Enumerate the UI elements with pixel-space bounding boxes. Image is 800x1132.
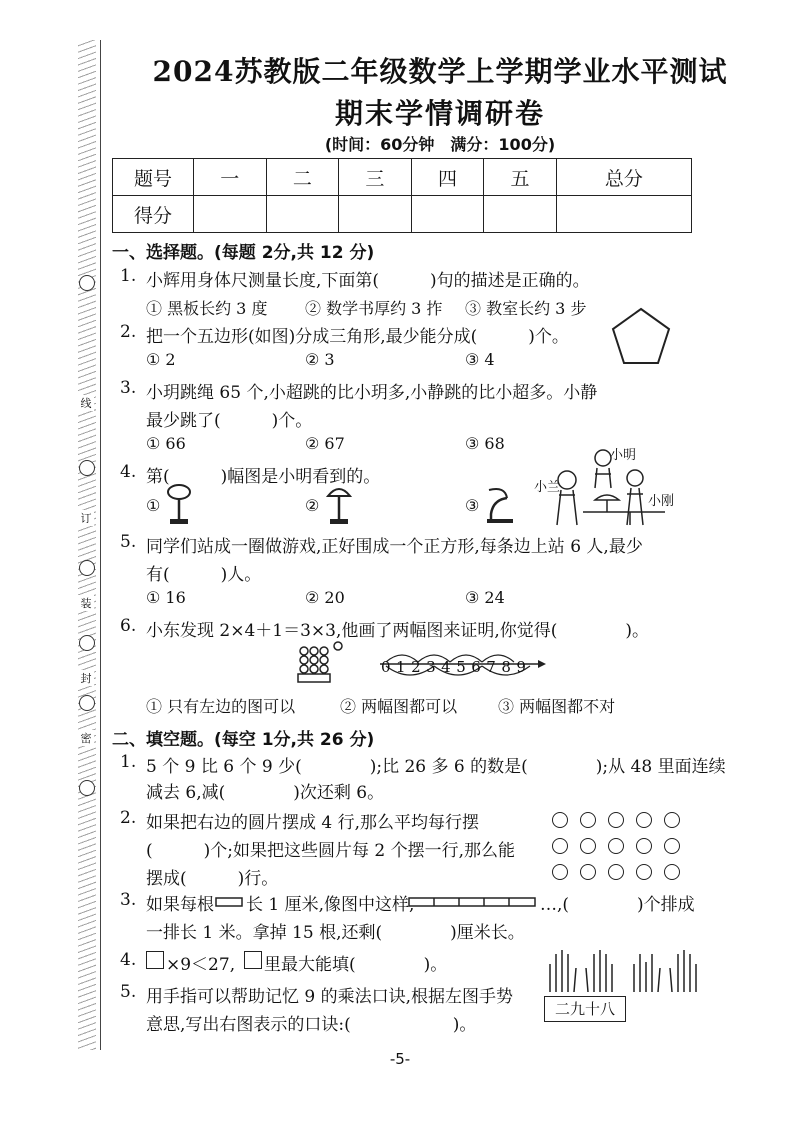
score-table-score-row <box>113 196 692 233</box>
question-text: 第( )幅图是小明看到的。 <box>146 467 381 487</box>
question-text: 同学们站成一圈做游戏,正好围成一个正方形,每条边上站 6 人,最少 <box>146 537 643 557</box>
pentagon-figure <box>610 306 672 368</box>
question-text: 长 1 厘米,像图中这样, <box>246 895 415 915</box>
binding-ring <box>79 560 95 576</box>
question-text: 里最大能填( )。 <box>264 955 448 975</box>
binding-label-line: 线 <box>78 395 94 411</box>
page-number: -5- <box>389 1050 411 1068</box>
option: ③ 24 <box>465 588 505 607</box>
score-table <box>112 158 692 233</box>
question-number: 1. <box>120 752 137 772</box>
score-blank[interactable] <box>194 196 267 233</box>
number-line-labels: 0123456789 <box>381 658 532 676</box>
question-text: 摆成( )行。 <box>146 869 279 889</box>
question-number: 2. <box>120 808 137 828</box>
score-cell: 题号 <box>113 159 194 196</box>
option: ② 3 <box>305 350 335 369</box>
option: ① 只有左边的图可以 <box>146 697 296 716</box>
lamp-view-1-icon <box>165 482 193 526</box>
question-text: 如果把右边的圆片摆成 4 行,那么平均每行摆 <box>146 813 480 833</box>
binding-ring <box>79 635 95 651</box>
score-blank[interactable] <box>411 196 484 233</box>
score-blank[interactable] <box>484 196 557 233</box>
score-blank[interactable] <box>266 196 339 233</box>
figure-label: 小刚 <box>648 494 675 509</box>
question-number: 5. <box>120 532 137 552</box>
disc-array-figure <box>552 812 702 890</box>
figure-label: 小明 <box>610 448 637 463</box>
option: ② 数学书厚约 3 拃 <box>305 299 443 318</box>
option: ① 16 <box>146 588 186 607</box>
question-text: 意思,写出右图表示的口诀:( )。 <box>146 1015 477 1035</box>
figure-label: 小兰 <box>534 480 561 495</box>
page-title: 2024苏教版二年级数学上学期学业水平测试 <box>152 55 728 88</box>
question-number: 2. <box>120 322 137 342</box>
option: ② 67 <box>305 434 345 453</box>
option: ② 20 <box>305 588 345 607</box>
question-number: 1. <box>120 266 137 286</box>
dot-array-figure <box>296 640 348 686</box>
question-text: 小东发现 2×4＋1＝3×3,他画了两幅图来证明,你觉得( )。 <box>146 621 650 641</box>
binding-ring <box>79 695 95 711</box>
section-heading: 二、填空题。(每空 1分,共 26 分) <box>112 730 375 750</box>
question-text: ×9＜27, <box>166 955 236 975</box>
binding-label-bind: 装 <box>78 595 94 611</box>
question-number: 3. <box>120 890 137 910</box>
question-text: 小玥跳绳 65 个,小超跳的比小玥多,小静跳的比小超多。小静 <box>146 383 598 403</box>
question-text: ( )个;如果把这些圆片每 2 个摆一行,那么能 <box>146 841 516 861</box>
question-text: 如果每根 <box>146 895 214 915</box>
binding-ring <box>79 780 95 796</box>
binding-ring <box>79 460 95 476</box>
score-table-header-row <box>113 159 692 196</box>
binding-label-order: 订 <box>78 510 94 526</box>
binding-label-seal: 封 <box>78 670 94 686</box>
option: ② 两幅图都可以 <box>340 697 458 716</box>
question-text: 把一个五边形(如图)分成三角形,最少能分成( )个。 <box>146 327 569 347</box>
score-blank[interactable] <box>556 196 691 233</box>
lamp-view-2-icon <box>325 482 353 526</box>
option: ③ 4 <box>465 350 495 369</box>
binding-ring <box>79 275 95 291</box>
option: ② <box>305 496 320 515</box>
option: ③ <box>465 496 480 515</box>
exam-info: (时间：60分钟 满分：100分) <box>324 135 556 154</box>
option: ① 黑板长约 3 度 <box>146 299 268 318</box>
score-cell: 五 <box>484 159 557 196</box>
answer-box[interactable] <box>244 951 262 969</box>
question-number: 4. <box>120 950 137 970</box>
score-cell: 二 <box>266 159 339 196</box>
question-number: 5. <box>120 982 137 1002</box>
question-text: 一排长 1 米。拿掉 15 根,还剩( )厘米长。 <box>146 923 525 943</box>
question-text: 有( )人。 <box>146 565 262 585</box>
option: ③ 68 <box>465 434 505 453</box>
question-text: …,( )个排成 <box>540 895 695 915</box>
question-number: 6. <box>120 616 137 636</box>
option: ① <box>146 496 161 515</box>
score-cell: 四 <box>411 159 484 196</box>
option: ③ 两幅图都不对 <box>498 697 616 716</box>
stick-icon <box>215 895 245 909</box>
answer-box[interactable] <box>146 951 164 969</box>
binding-margin <box>66 40 101 1050</box>
question-text: 小辉用身体尺测量长度,下面第( )句的描述是正确的。 <box>146 271 590 291</box>
score-cell: 总分 <box>556 159 691 196</box>
question-number: 4. <box>120 462 137 482</box>
section-heading: 一、选择题。(每题 2分,共 12 分) <box>112 243 375 263</box>
option: ③ 教室长约 3 步 <box>465 299 587 318</box>
score-blank[interactable] <box>339 196 412 233</box>
question-text: 5 个 9 比 6 个 9 少( );比 26 多 6 的数是( );从 48 里面连续 <box>146 757 726 777</box>
hand-gesture-label: 二九十八 <box>544 996 626 1022</box>
hands-figure <box>542 942 702 994</box>
score-row-label: 得分 <box>113 196 194 233</box>
question-text: 用手指可以帮助记忆 9 的乘法口诀,根据左图手势 <box>146 987 514 1007</box>
stick-row-figure <box>408 895 538 909</box>
question-text: 最少跳了( )个。 <box>146 411 313 431</box>
score-cell: 一 <box>194 159 267 196</box>
score-cell: 三 <box>339 159 412 196</box>
option: ① 2 <box>146 350 176 369</box>
page-subtitle: 期末学情调研卷 <box>334 97 545 130</box>
question-text: 减去 6,减( )次还剩 6。 <box>146 783 385 803</box>
lamp-view-3-icon <box>485 484 519 524</box>
binding-label-secret: 密 <box>78 730 94 746</box>
binding-hatch <box>78 40 96 1050</box>
question-number: 3. <box>120 378 137 398</box>
option: ① 66 <box>146 434 186 453</box>
